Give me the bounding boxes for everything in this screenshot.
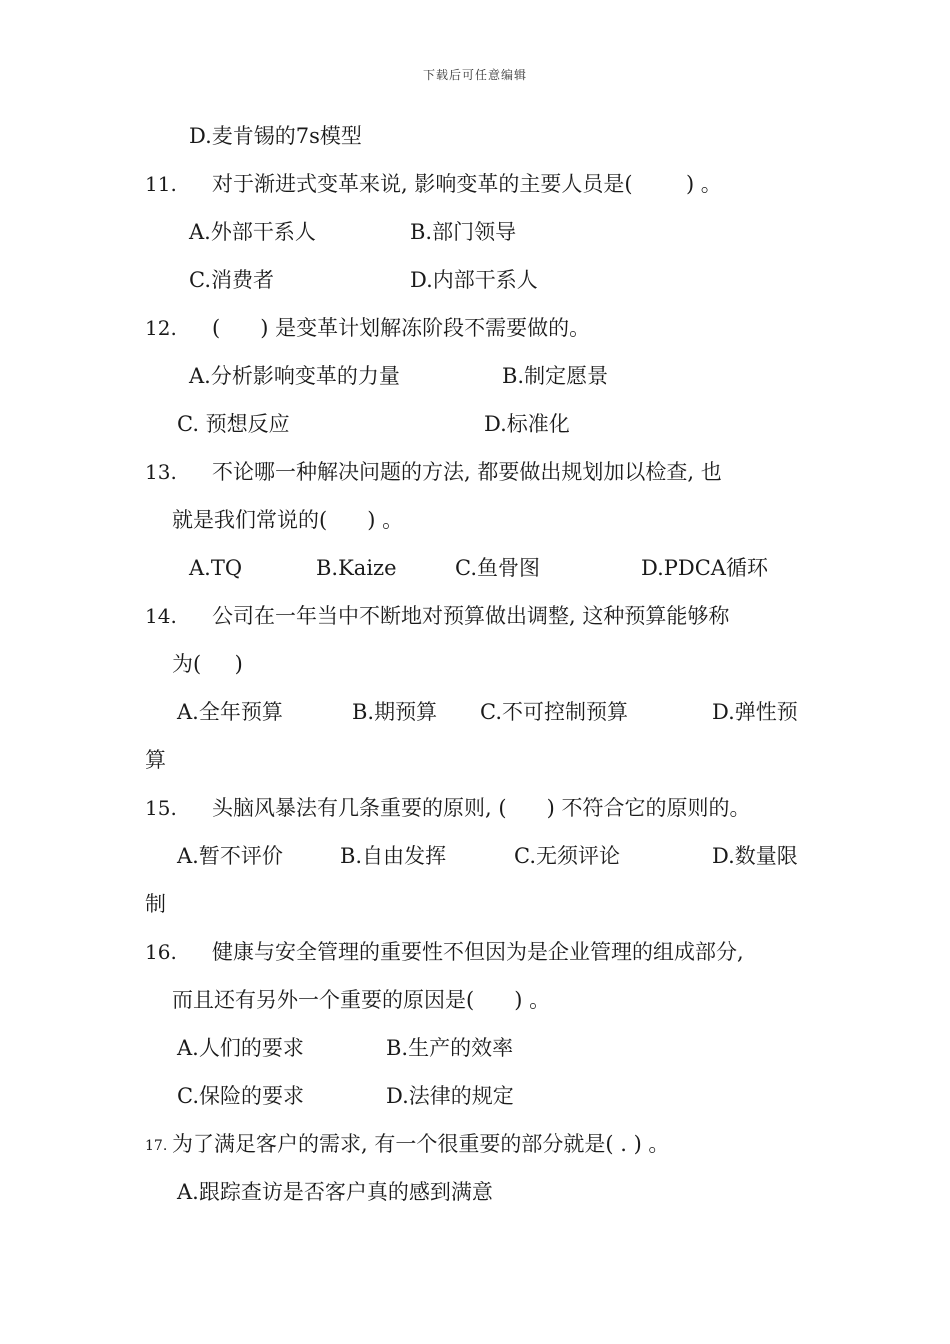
question-text: 为了满足客户的需求, 有一个很重要的部分就是( . ) 。: [172, 1132, 670, 1156]
option-text: C.无须评论: [514, 844, 620, 868]
option-text: D.法律的规定: [386, 1084, 514, 1108]
option-text: B.部门领导: [410, 220, 517, 244]
question-text: 公司在一年当中不断地对预算做出调整, 这种预算能够称: [212, 604, 730, 628]
page-header: 下载后可任意编辑: [422, 68, 527, 82]
option-text: B.期预算: [352, 700, 438, 724]
option-text: D.内部干系人: [410, 268, 538, 292]
question-text-continued: 就是我们常说的( ) 。: [172, 508, 404, 532]
option-text: A.外部干系人: [189, 220, 316, 244]
question-number: 16.: [145, 940, 177, 964]
question-number: 15.: [145, 796, 177, 820]
question-number: 12.: [145, 316, 177, 340]
question-text: 不论哪一种解决问题的方法, 都要做出规划加以检查, 也: [212, 460, 722, 484]
option-text: B.生产的效率: [386, 1036, 514, 1060]
option-text: A.TQ: [189, 556, 243, 580]
option-text: D.标准化: [484, 412, 570, 436]
option-text: A.分析影响变革的力量: [189, 364, 400, 388]
option-text: B.Kaize: [316, 556, 397, 580]
option-text: A.暂不评价: [177, 844, 283, 868]
option-text: D.PDCA循环: [641, 556, 768, 580]
option-text: C.鱼骨图: [455, 556, 540, 580]
option-text: D.数量限: [712, 844, 798, 868]
option-text: A.全年预算: [177, 700, 283, 724]
option-text: A.跟踪查访是否客户真的感到满意: [177, 1180, 493, 1204]
option-text: B.自由发挥: [340, 844, 447, 868]
option-text-continued: 制: [145, 892, 166, 916]
option-text: D.弹性预: [712, 700, 798, 724]
option-text: A.人们的要求: [177, 1036, 304, 1060]
option-text: B.制定愿景: [502, 364, 609, 388]
question-text: ( ) 是变革计划解冻阶段不需要做的。: [212, 316, 591, 340]
option-text: D.麦肯锡的7s模型: [189, 124, 362, 148]
question-text-continued: 为( ): [172, 652, 243, 676]
question-text: 对于渐进式变革来说, 影响变革的主要人员是( ) 。: [212, 172, 722, 196]
option-text: C.保险的要求: [177, 1084, 304, 1108]
question-text: 健康与安全管理的重要性不但因为是企业管理的组成部分,: [212, 940, 744, 964]
question-text: 头脑风暴法有几条重要的原则, ( ) 不符合它的原则的。: [212, 796, 751, 820]
question-number: 17.: [145, 1138, 168, 1154]
option-text: C. 预想反应: [177, 412, 290, 436]
question-text-continued: 而且还有另外一个重要的原因是( ) 。: [172, 988, 551, 1012]
question-number: 14.: [145, 604, 177, 628]
question-number: 13.: [145, 460, 177, 484]
option-text: C.消费者: [189, 268, 274, 292]
option-text-continued: 算: [145, 748, 166, 772]
option-text: C.不可控制预算: [480, 700, 628, 724]
question-number: 11.: [145, 172, 177, 196]
